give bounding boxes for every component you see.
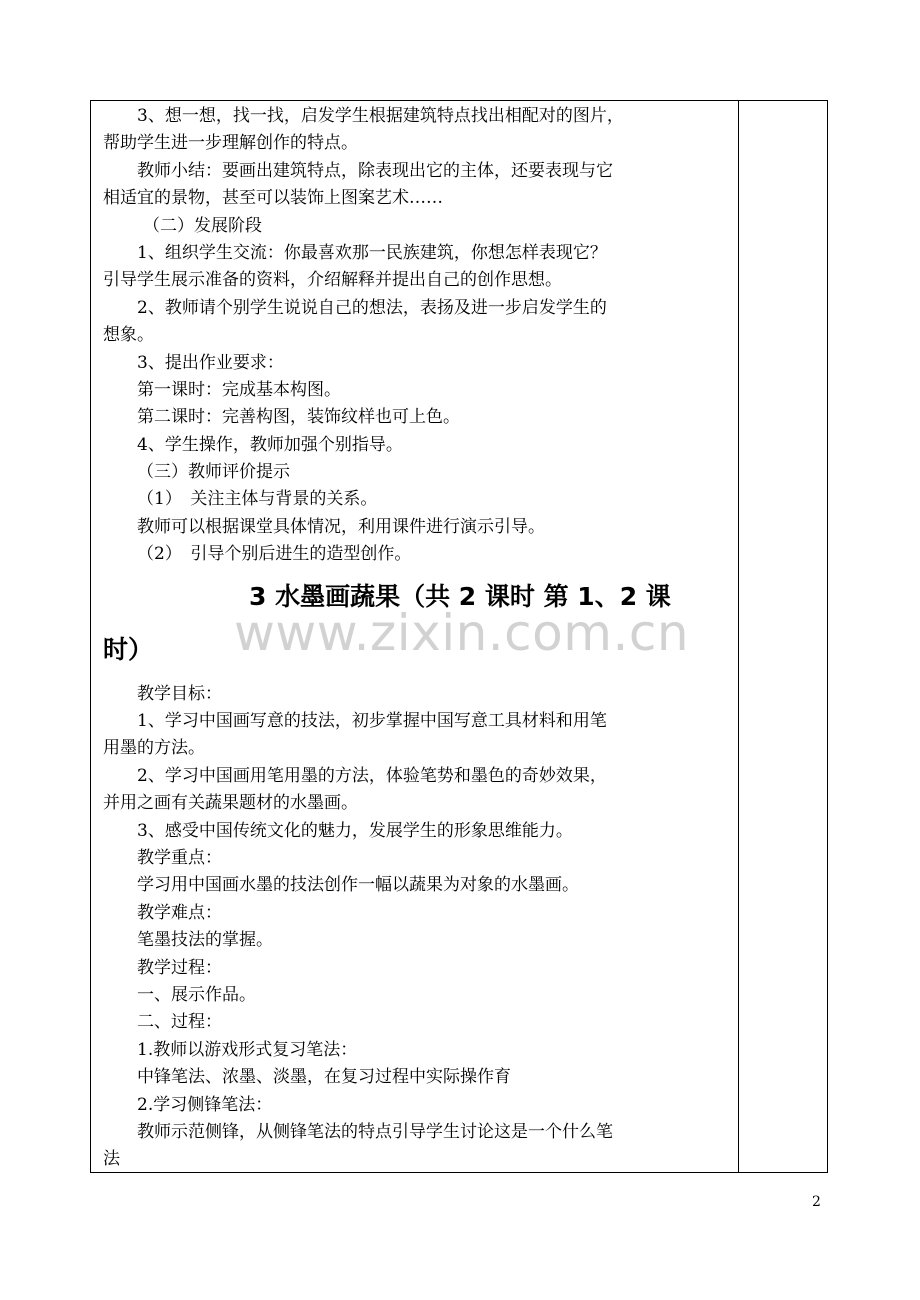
section-heading: （三）教师评价提示	[137, 462, 290, 483]
text-line: 二、过程：	[137, 1012, 222, 1033]
text-line: 教学难点：	[137, 902, 222, 923]
text-line: 4、学生操作，教师加强个别指导。	[137, 434, 403, 455]
text-line: 3、提出作业要求：	[137, 352, 284, 373]
text-line: （2） 引导个别后进生的造型创作。	[137, 544, 412, 565]
text-line: 2、学习中国画用笔用墨的方法，体验笔势和墨色的奇妙效果，	[137, 765, 607, 786]
text-line: 1、学习中国画写意的技法，初步掌握中国写意工具材料和用笔	[137, 711, 607, 732]
text-line: 教学重点：	[137, 847, 222, 868]
text-line: 教学过程：	[137, 957, 222, 978]
text-line: 相适宜的景物，甚至可以装饰上图案艺术……	[103, 188, 443, 209]
text-line: 并用之画有关蔬果题材的水墨画。	[103, 793, 358, 814]
lesson-title-continued: 时）	[103, 634, 154, 664]
text-line: 2.学习侧锋笔法：	[137, 1094, 273, 1115]
text-line: 第二课时：完善构图，装饰纹样也可上色。	[137, 407, 460, 428]
text-line: 用墨的方法。	[103, 738, 205, 759]
page-number: 2	[812, 1194, 821, 1210]
text-line: 引导学生展示准备的资料，介绍解释并提出自己的创作思想。	[103, 270, 562, 291]
text-line: 帮助学生进一步理解创作的特点。	[103, 133, 358, 154]
text-line: （1） 关注主体与背景的关系。	[137, 489, 378, 510]
text-line: 教师小结：要画出建筑特点，除表现出它的主体，还要表现与它	[137, 160, 613, 181]
text-line: 笔墨技法的掌握。	[137, 930, 273, 951]
text-line: 教师可以根据课堂具体情况，利用课件进行演示引导。	[137, 516, 545, 537]
text-line: 2、教师请个别学生说说自己的想法，表扬及进一步启发学生的	[137, 297, 607, 318]
text-line: 中锋笔法、浓墨、淡墨，在复习过程中实际操作育	[137, 1067, 511, 1088]
text-line: 一、展示作品。	[137, 984, 256, 1005]
section-heading: （二）发展阶段	[143, 215, 262, 236]
column-divider	[738, 101, 739, 1172]
watermark: www.zixin.com.cn	[234, 604, 690, 662]
text-line: 3、想一想，找一找，启发学生根据建筑特点找出相配对的图片，	[137, 106, 624, 126]
text-line: 学习用中国画水墨的技法创作一幅以蔬果为对象的水墨画。	[137, 875, 579, 896]
text-line: 第一课时：完成基本构图。	[137, 379, 341, 400]
text-line: 教学目标：	[137, 683, 222, 704]
text-line: 想象。	[103, 325, 154, 346]
text-line: 1.教师以游戏形式复习笔法：	[137, 1039, 358, 1060]
text-line: 法	[103, 1149, 120, 1170]
text-line: 1、组织学生交流：你最喜欢那一民族建筑，你想怎样表现它？	[137, 242, 607, 263]
text-line: 教师示范侧锋，从侧锋笔法的特点引导学生讨论这是一个什么笔	[137, 1121, 613, 1142]
lesson-title: 3 水墨画蔬果（共 2 课时 第 1、2 课	[249, 581, 671, 611]
text-line: 3、感受中国传统文化的魅力，发展学生的形象思维能力。	[137, 820, 573, 841]
